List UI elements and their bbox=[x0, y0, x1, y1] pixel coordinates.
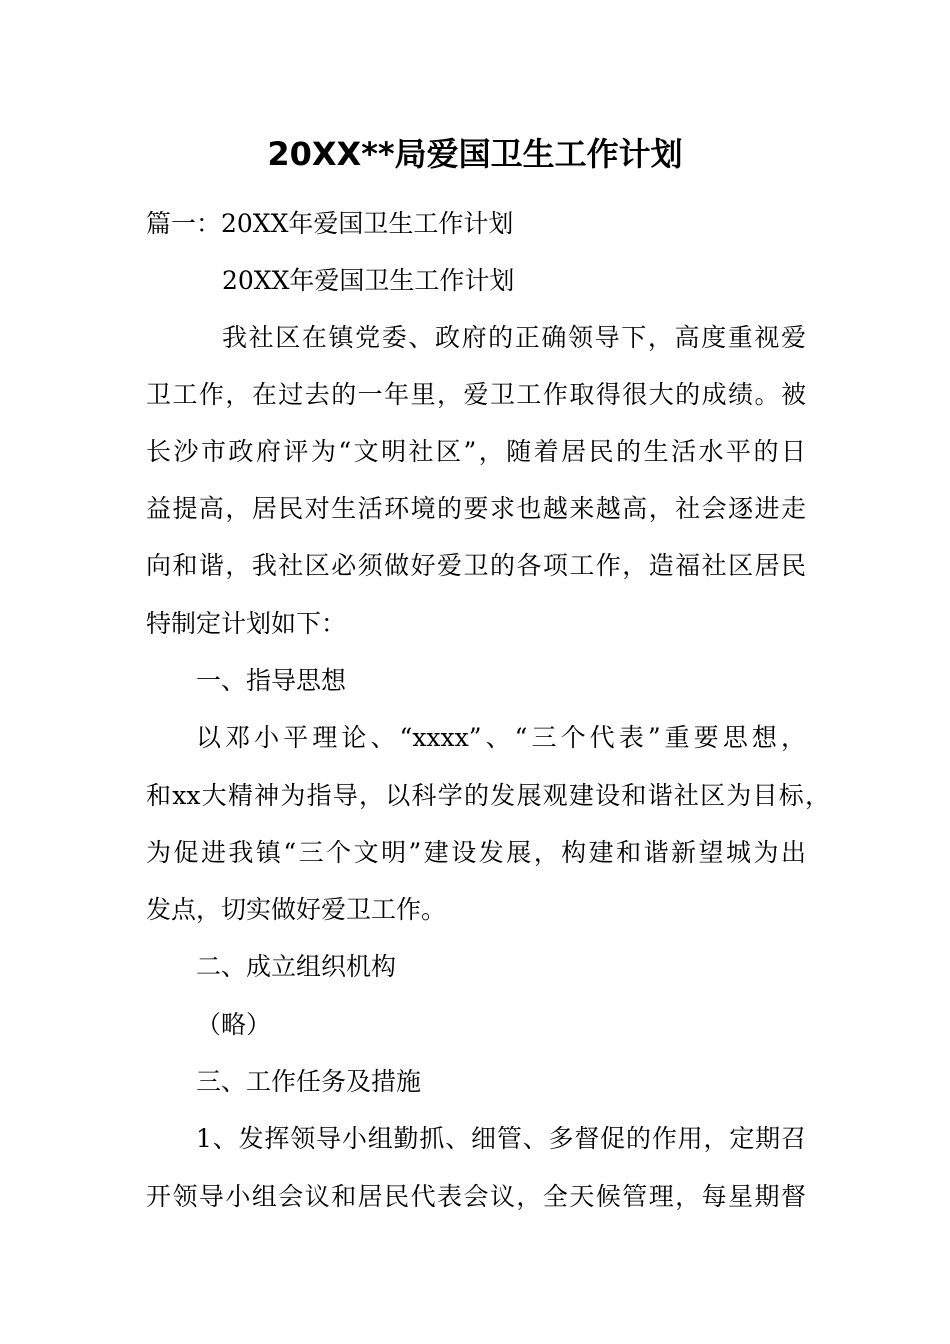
subtitle-line: 篇一：20XX年爱国卫生工作计划 bbox=[146, 209, 514, 238]
intro-line: 长沙市政府评为“文明社区”，随着居民的生活水平的日 bbox=[146, 437, 806, 466]
section-line: 以邓小平理论、“xxxx”、“三个代表”重要思想， bbox=[196, 723, 806, 752]
section-body: （略） bbox=[196, 1010, 272, 1039]
document-title: 20XX**局爱国卫生工作计划 bbox=[267, 135, 683, 173]
section-line: 开领导小组会议和居民代表会议，全天候管理，每星期督 bbox=[146, 1182, 806, 1211]
intro-line: 益提高，居民对生活环境的要求也越来越高，社会逐进走 bbox=[146, 494, 806, 523]
section-heading: 一、指导思想 bbox=[196, 666, 347, 695]
section-heading: 二、成立组织机构 bbox=[196, 952, 397, 981]
intro-line: 向和谐，我社区必须做好爱卫的各项工作，造福社区居民 bbox=[146, 551, 806, 580]
section-heading: 三、工作任务及措施 bbox=[196, 1067, 422, 1096]
intro-line: 特制定计划如下： bbox=[146, 609, 347, 638]
subtitle-centered: 20XX年爱国卫生工作计划 bbox=[222, 266, 515, 295]
intro-line: 卫工作，在过去的一年里，爱卫工作取得很大的成绩。被 bbox=[146, 380, 806, 409]
section-line: 发点，切实做好爱卫工作。 bbox=[146, 895, 447, 924]
section-line: 1、发挥领导小组勤抓、细管、多督促的作用，定期召 bbox=[196, 1124, 806, 1153]
intro-line: 我社区在镇党委、政府的正确领导下，高度重视爱 bbox=[222, 323, 806, 352]
section-line: 为促进我镇“三个文明”建设发展，构建和谐新望城为出 bbox=[146, 838, 806, 867]
section-line: 和xx大精神为指导，以科学的发展观建设和谐社区为目标， bbox=[146, 781, 830, 810]
